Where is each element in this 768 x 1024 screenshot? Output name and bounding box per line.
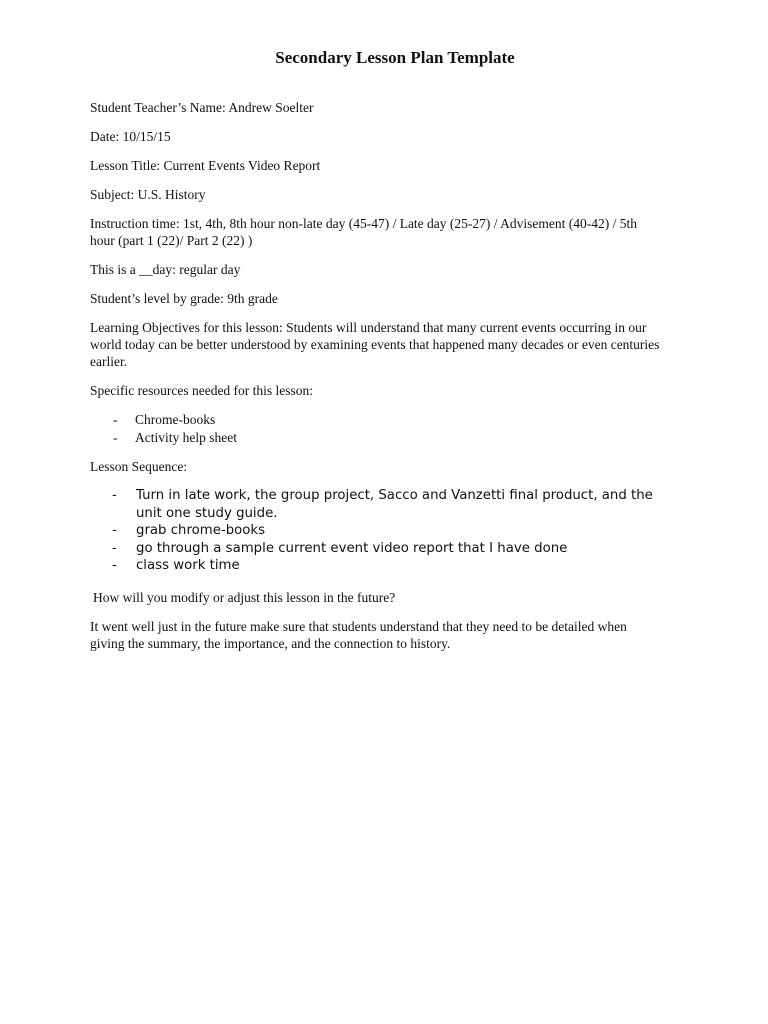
bullet-dash: - — [112, 488, 117, 503]
bullet-dash: - — [113, 430, 118, 445]
reflection-answer: It went well just in the future make sure that students understand that they need to be detailed when giving the summary, the importance, and the connection to history. — [90, 618, 627, 651]
list-item — [90, 540, 690, 558]
sequence-heading: Lesson Sequence: — [90, 459, 188, 474]
sequence-item-label: Turn in late work, the group project, Sacco and Vanzetti final product, and the unit one study guide. — [136, 488, 653, 521]
lesson-title: Lesson Title: Current Events Video Report — [90, 158, 321, 173]
bullet-dash: - — [112, 540, 117, 556]
list-item — [90, 429, 690, 447]
bullet-dash: - — [112, 523, 117, 538]
lesson-plan-page — [90, 48, 690, 664]
resource-item-label: Chrome-books — [135, 412, 216, 427]
lesson-subject: Subject: U.S. History — [90, 187, 206, 202]
reflection-question: How will you modify or adjust this lesson in the future? — [93, 589, 396, 605]
day-type: This is a __day: regular day — [90, 262, 241, 277]
list-item — [90, 522, 690, 540]
lesson-date: Date: 10/15/15 — [90, 129, 171, 144]
list-item — [90, 487, 690, 522]
bullet-dash: - — [112, 558, 117, 573]
resources-heading: Specific resources needed for this lesson: — [90, 383, 314, 398]
teacher-name: Student Teacher’s Name: Andrew Soelter — [90, 100, 314, 115]
resources-list — [90, 411, 690, 447]
sequence-item-label: go through a sample current event video report that I have done — [136, 540, 568, 556]
instruction-time: Instruction time: 1st, 4th, 8th hour non-late day (45-47) / Late day (25-27) / Advisement (40-42) / 5th hour (part 1 (22)/ Part 2 (22) ) — [90, 216, 638, 248]
list-item — [90, 411, 690, 429]
document-title: Secondary Lesson Plan Template — [275, 48, 515, 67]
list-item — [90, 557, 690, 575]
bullet-dash: - — [113, 412, 118, 427]
grade-level: Student’s level by grade: 9th grade — [90, 291, 278, 306]
sequence-item-label: grab chrome-books — [136, 523, 266, 538]
learning-objectives: Learning Objectives for this lesson: Students will understand that many current events occurring in our world today can be better understood by examining events that happened many decades or even centuries earlier. — [90, 320, 660, 369]
sequence-item-label: class work time — [136, 558, 240, 573]
lesson-sequence-list — [90, 487, 690, 575]
resource-item-label: Activity help sheet — [135, 430, 237, 445]
